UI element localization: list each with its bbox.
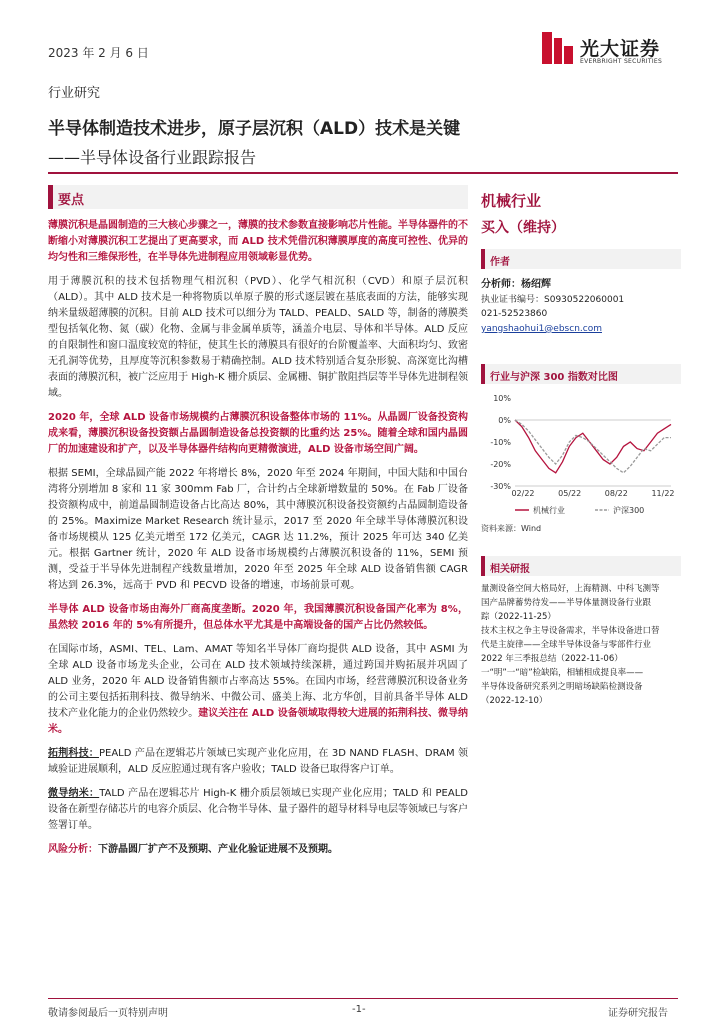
title-divider: [48, 172, 678, 174]
report-category: 行业研究: [48, 86, 101, 101]
footer-divider: [48, 998, 678, 999]
x-tick-label: 02/22: [511, 489, 535, 499]
company-paragraph: [48, 786, 468, 834]
risk-label: 风险分析：: [48, 844, 98, 855]
license-number: 执业证书编号：S0930522060001: [481, 295, 625, 305]
related-report-line[interactable]: 量测设备空间大格局好，上海精测、中科飞测等: [481, 584, 660, 595]
summary-paragraph: 薄膜沉积是晶圆制造的三大核心步骤之一，薄膜的技术参数直接影响芯片性能。半导体器件的不断缩小对薄膜沉积工艺提出了更高要求，而 ALD 技术凭借沉积薄膜厚度的高度可控性、优异的均匀性和三维保形性，在半导体先进制程应用领域彰显优势。: [48, 220, 468, 263]
market-text: 在国际市场，ASMI、TEL、Lam、AMAT 等知名半导体厂商均提供 ALD 设备，其中 ASMI 为全球 ALD 设备市场龙头企业，公司在 ALD 技术领域持续深耕，通过跨国并购拓展并巩固了 ALD 业务，2020 年 ALD 设备销售额市占率高达 55%。在国内市场，经营薄膜沉积设备业务的公司主要包括拓荆科技、微导纳米、中微公司、盛美上海、北方华创，目前具备半导体 ALD 技术产业化能力的企业仍然较少。: [48, 644, 468, 719]
related-report-line[interactable]: （2022-12-10）: [481, 696, 548, 707]
risk-paragraph: [48, 842, 468, 858]
keypoints-heading: 要点: [58, 193, 85, 208]
analyst-name: 分析师：杨绍辉: [481, 279, 551, 290]
body-paragraph: 用于薄膜沉积的技术包括物理气相沉积（PVD）、化学气相沉积（CVD）和原子层沉积（ALD）。其中 ALD 技术是一种将物质以单原子膜的形式逐层镀在基底表面的方法，能够实现纳米量级超薄膜的沉积。目前 ALD 技术可以细分为 TALD、PEALD、SALD 等，制备的薄膜类型包括氧化物、氮（碳）化物、金属与非金属单质等，涵盖介电层、导体和半导体。ALD 反应的自限制性和窗口温度较宽的特征，使其生长的薄膜具有很好的台阶覆盖率、大面积均匀、致密无孔洞等优势，且厚度等沉积参数易于精确控制。ALD 技术特别适合复杂形貌、高深宽比沟槽表面的薄膜沉积，被广泛应用于 High-K 栅介质层、金属栅、铜扩散阻挡层等半导体先进制程领域。: [48, 276, 468, 399]
risk-text: 下游晶圆厂扩产不及预期、产业化验证进展不及预期。: [98, 844, 338, 855]
legend-label: 沪深300: [613, 506, 645, 516]
highlight-paragraph: 2020 年，全球 ALD 设备市场规模约占薄膜沉积设备整体市场的 11%。从晶圆厂设备投资构成来看，薄膜沉积设备投资额占晶圆制造设备总投资额的比重约达 25%。随着全球和国内晶圆厂的加速建设和扩产，以及半导体器件结构向更精微演进，ALD 设备市场空间广阔。: [48, 412, 468, 455]
author-header: [481, 249, 681, 269]
keypoints-header: [48, 185, 468, 209]
legend-label: 机械行业: [533, 506, 565, 516]
footer-report-type: 证券研究报告: [608, 1008, 668, 1019]
chart-header: [481, 364, 681, 384]
related-report-line[interactable]: 代是主旋律——全球半导体设备与零部件行业: [481, 640, 652, 651]
rating: 买入（维持）: [481, 220, 565, 236]
related-report-line[interactable]: 踪（2022-11-25）: [481, 612, 556, 623]
x-tick-label: 11/22: [651, 489, 675, 499]
related-report-line[interactable]: 技术主权之争主导设备需求，半导体设备进口替: [481, 626, 660, 637]
recommendation-text: 建议关注在 ALD 设备领域取得较大进展的拓荆科技、微导纳米。: [48, 708, 468, 735]
y-tick-label: 0%: [498, 416, 511, 426]
related-reports-list: [481, 582, 681, 708]
related-report-line[interactable]: 一“明”一“暗”检缺陷，相辅相成提良率——: [481, 668, 644, 679]
report-date: 2023 年 2 月 6 日: [48, 46, 149, 60]
y-tick-label: 10%: [493, 394, 511, 404]
related-report-line[interactable]: 国产品牌蓄势待发——半导体量测设备行业跟: [481, 598, 652, 609]
series-line-industry: [515, 420, 671, 473]
company-logo: [540, 30, 690, 70]
y-tick-label: -10%: [490, 438, 511, 448]
related-report-line[interactable]: 半导体设备研究系列之明暗场缺陷检测设备: [481, 682, 643, 693]
logo-cn: 光大证券: [580, 38, 661, 60]
main-body: [48, 218, 468, 866]
body-paragraph: 根据 SEMI，全球晶圆产能 2022 年将增长 8%，2020 年至 2024 年期间，中国大陆和中国台湾将分别增加 8 家和 11 家 300mm Fab 厂，合计约占全球新增数量的 50%。在 Fab 厂设备投资额构成中，前道晶圆制造设备占比高达 80%，其中薄膜沉积设备投资额约占晶圆制造设备的 25%。Maximize Market Research 统计显示，2017 至 2020 年全球半导体薄膜沉积设备市场规模从 125 亿美元增至 172 亿美元，CAGR 达 11.2%，预计 2025 年可达 340 亿美元。根据 Gartner 统计，2020 年 ALD 设备市场规模约占薄膜沉积设备的 11%，SEMI 预测，受益于半导体先进制程产线数量增加，2020 年至 2025 年全球 ALD 设备销售额 CAGR 将达到 26.3%，远高于 PVD 和 PECVD 设备的增速，市场前景可观。: [48, 468, 468, 591]
author-heading: 作者: [490, 257, 510, 268]
phone-number: 021-52523860: [481, 309, 548, 320]
footer-disclaimer[interactable]: 敬请参阅最后一页特别声明: [48, 1008, 168, 1019]
y-tick-label: -30%: [490, 482, 511, 492]
industry-name: 机械行业: [481, 192, 542, 210]
report-subtitle: ——半导体设备行业跟踪报告: [48, 148, 257, 167]
company-text: PEALD 产品在逻辑芯片领域已实现产业化应用，在 3D NAND FLASH、DRAM 领域验证进展顺利，ALD 反应腔通过现有客户验收；TALD 设备已取得客户订单。: [48, 748, 468, 775]
company-paragraph: [48, 746, 468, 778]
related-header: [481, 556, 681, 576]
body-paragraph: [48, 642, 468, 738]
related-heading: 相关研报: [490, 564, 530, 576]
related-report-line[interactable]: 2022 年三季报总结（2022-11-06）: [481, 654, 623, 665]
report-title: 半导体制造技术进步，原子层沉积（ALD）技术是关键: [48, 119, 461, 139]
y-tick-label: -20%: [490, 460, 511, 470]
sidebar: [481, 190, 681, 708]
chart-heading: 行业与沪深 300 指数对比图: [490, 372, 618, 384]
x-tick-label: 08/22: [604, 489, 628, 499]
page-number: -1-: [352, 1004, 366, 1015]
index-comparison-chart: [481, 390, 681, 520]
x-tick-label: 05/22: [558, 489, 582, 499]
chart-source: 资料来源：Wind: [481, 524, 542, 534]
logo-icon: [540, 30, 576, 66]
highlight-paragraph: 半导体 ALD 设备市场由海外厂商高度垄断。2020 年，我国薄膜沉积设备国产化率为 8%，虽然较 2016 年的 5%有所提升，但总体水平尤其是中高端设备的国产占比仍然较低。: [48, 604, 468, 631]
logo-en: EVERBRIGHT SECURITIES: [580, 58, 663, 65]
company-text: TALD 产品在逻辑芯片 High-K 栅介质层领域已实现产业化应用；TALD 和 PEALD 设备在新型存储芯片的电容介质层、化合物半导体、量子器件的超导材料导电层等领域已与客户签署订单。: [48, 788, 468, 831]
email-link[interactable]: yangshaohui1@ebscn.com: [481, 323, 602, 334]
analyst-info: [481, 277, 681, 336]
company-label: 微导纳米：: [48, 788, 100, 799]
company-label: 拓荆科技：: [48, 748, 99, 759]
